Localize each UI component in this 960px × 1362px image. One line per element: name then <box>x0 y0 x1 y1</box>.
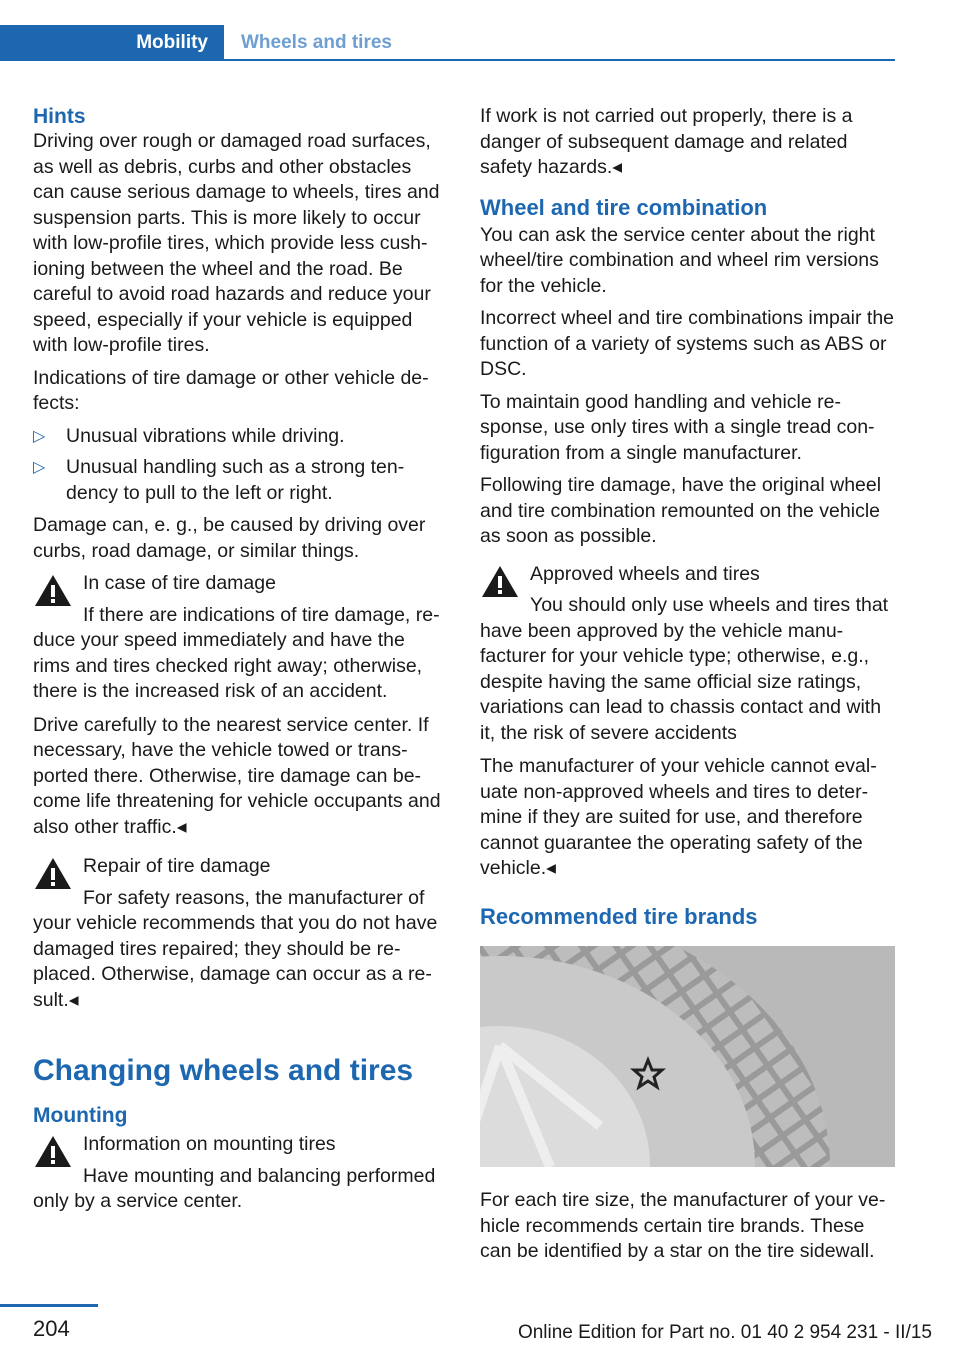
warning-approved-wheels <box>480 562 895 747</box>
section-tab: Mobility <box>0 25 224 61</box>
page-number: 204 <box>33 1316 70 1341</box>
warning-body-continued: The manufacturer of your vehicle cannot eval‐uate non-approved wheels and tires to deter‐mine if they are suited for use, and therefore cannot guarantee the operating safety of the vehicle.◂ <box>480 755 877 879</box>
combination-paragraph-4: Following tire damage, have the original wheel and tire combination remounted on the vehicle as soon as possible. <box>480 474 882 547</box>
combination-paragraph-3: To maintain good handling and vehicle re‐sponse, use only tires with a single tread con‐figuration from a single manufacturer. <box>480 390 875 464</box>
warning-body-continued: Drive carefully to the nearest service center. If necessary, have the vehicle towed or trans‐ported there. Otherwise, tire damage can be‐come life threatening for vehicle occupants and also other traffic.◂ <box>33 713 441 838</box>
warning-triangle-icon <box>480 564 520 600</box>
header-tabbar <box>0 25 895 61</box>
warning-body: Have mounting and balancing performed only by a service center. <box>33 1164 436 1212</box>
header-rule <box>224 59 895 61</box>
warning-body: If there are indications of tire damage, re‐duce your speed immediately and have the rims and tires checked right away; otherwise, there is the increased risk of an accident. <box>33 603 440 702</box>
changing-wheels-heading: Changing wheels and tires <box>33 1054 414 1087</box>
edition-note: Online Edition for Part no. 01 40 2 954 231 - II/15 <box>517 1322 932 1343</box>
list-item: ▷ Unusual handling such as a strong ten‐dency to pull to the left or right. <box>33 456 405 504</box>
warning-tire-damage <box>33 571 447 705</box>
mounting-heading: Mounting <box>33 1104 128 1127</box>
left-column <box>33 104 447 1223</box>
warning-triangle-icon <box>33 1134 73 1170</box>
combination-heading: Wheel and tire combination <box>480 194 768 220</box>
footer-rule <box>0 1304 98 1307</box>
triangle-bullet-icon: ▷ <box>33 427 46 445</box>
warning-repair <box>33 854 447 1013</box>
warning-title: Repair of tire damage <box>83 855 271 877</box>
warning-title: Approved wheels and tires <box>530 562 760 585</box>
tire-brands-heading: Recommended tire brands <box>480 903 758 929</box>
intro-paragraph: If work is not carried out properly, there is a danger of subsequent damage and related safety hazards.◂ <box>480 105 853 178</box>
warning-body: You should only use wheels and tires that have been approved by the vehicle manu‐facturer for your vehicle type; otherwise, e.g., despite having the same official size ratings, variations can lead to chassis contact and with it, the risk of severe accidents <box>480 594 889 744</box>
warning-triangle-icon <box>33 856 73 892</box>
hints-paragraph-3: Damage can, e. g., be caused by driving over curbs, road damage, or similar things. <box>33 514 426 562</box>
warning-title: In case of tire damage <box>83 572 276 594</box>
warning-title: Information on mounting tires <box>83 1133 336 1155</box>
warning-body: For safety reasons, the manufacturer of your vehicle recommends that you do not have damaged tires repaired; they should be re‐placed. Otherwise, damage can occur as a re‐sult.◂ <box>33 886 438 1011</box>
warning-mounting <box>33 1132 447 1215</box>
hints-paragraph-1: Driving over rough or damaged road surfaces, as well as debris, curbs and other obstacles can cause serious damage to wheels, tires and suspension parts. This is more likely to occur with low-profile tires, which provide less cush‐ioning between the wheel and the road. Be careful to avoid road hazards and reduce your speed, especially if your vehicle is equipped with low-profile tires. <box>33 130 440 356</box>
hints-paragraph-2: Indications of tire damage or other vehicle de‐fects: <box>33 366 429 414</box>
triangle-bullet-icon: ▷ <box>33 459 46 476</box>
subsection-tab: Wheels and tires <box>241 32 392 54</box>
list-item: ▷ Unusual vibrations while driving. <box>33 424 447 450</box>
tire-sidewall-photo <box>480 946 895 1167</box>
combination-paragraph-1: You can ask the service center about the right wheel/tire combination and wheel rim versions for the vehicle. <box>480 223 879 297</box>
hints-heading: Hints <box>33 105 86 128</box>
tire-brands-paragraph: For each tire size, the manufacturer of your ve‐hicle recommends certain tire brands. These can be identified by a star on the tire sidewall. <box>480 1189 886 1262</box>
warning-triangle-icon <box>33 573 73 609</box>
damage-indication-list <box>33 424 447 507</box>
combination-paragraph-2: Incorrect wheel and tire combinations impair the function of a variety of systems such as ABS or DSC. <box>480 307 895 380</box>
right-column <box>480 104 895 1272</box>
